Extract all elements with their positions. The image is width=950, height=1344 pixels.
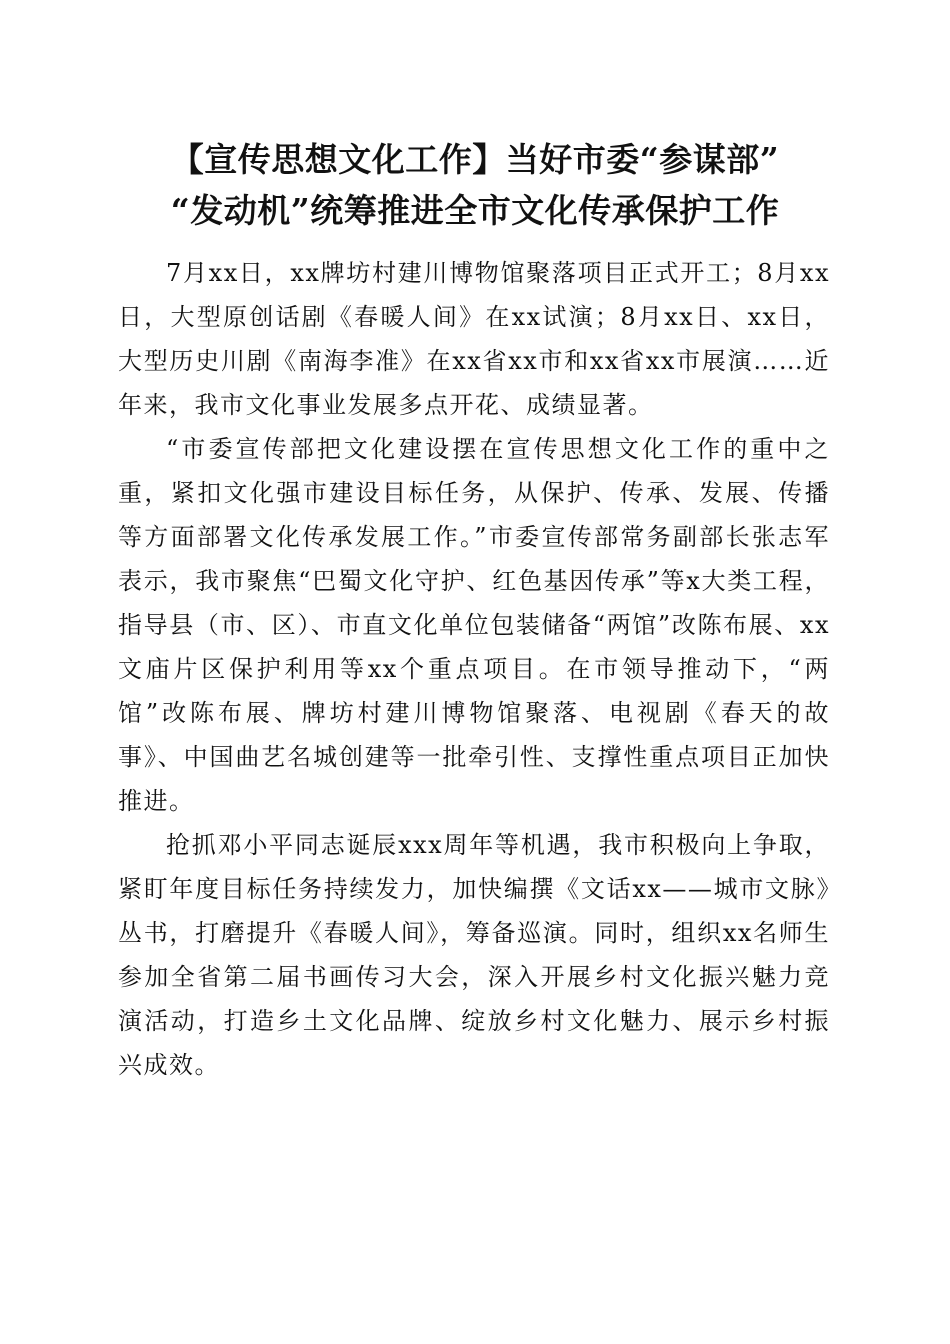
document-title	[100, 134, 850, 236]
paragraph-2: “市委宣传部把文化建设摆在宣传思想文化工作的重中之重，紧扣文化强市建设目标任务，从保护、传承、发展、传播等方面部署文化传承发展工作。”市委宣传部常务副部长张志军表示，我市聚焦“巴蜀文化守护、红色基因传承”等x大类工程，指导县（市、区）、市直文化单位包装储备“两馆”改陈布展、xx文庙片区保护利用等xx个重点项目。在市领导推动下，“两馆”改陈布展、牌坊村建川博物馆聚落、电视剧《春天的故事》、中国曲艺名城创建等一批牵引性、支撑性重点项目正加快推进。	[118, 435, 830, 815]
title-line-1: 【宣传思想文化工作】当好市委“参谋部”	[170, 140, 780, 179]
paragraph-3: 抢抓邓小平同志诞辰xxx周年等机遇，我市积极向上争取，紧盯年度目标任务持续发力，加快编撰《文话xx——城市文脉》丛书，打磨提升《春暖人间》，筹备巡演。同时，组织xx名师生参加全省第二届书画传习大会，深入开展乡村文化振兴魅力竞演活动，打造乡土文化品牌、绽放乡村文化魅力、展示乡村振兴成效。	[118, 831, 830, 1079]
paragraph-1: 7月xx日，xx牌坊村建川博物馆聚落项目正式开工；8月xx日，大型原创话剧《春暖人间》在xx试演；8月xx日、xx日，大型历史川剧《南海李准》在xx省xx市和xx省xx市展演……近年来，我市文化事业发展多点开花、成绩显著。	[118, 259, 830, 419]
title-line-2: “发动机”统筹推进全市文化传承保护工作	[170, 191, 780, 230]
document-body	[118, 251, 830, 1087]
